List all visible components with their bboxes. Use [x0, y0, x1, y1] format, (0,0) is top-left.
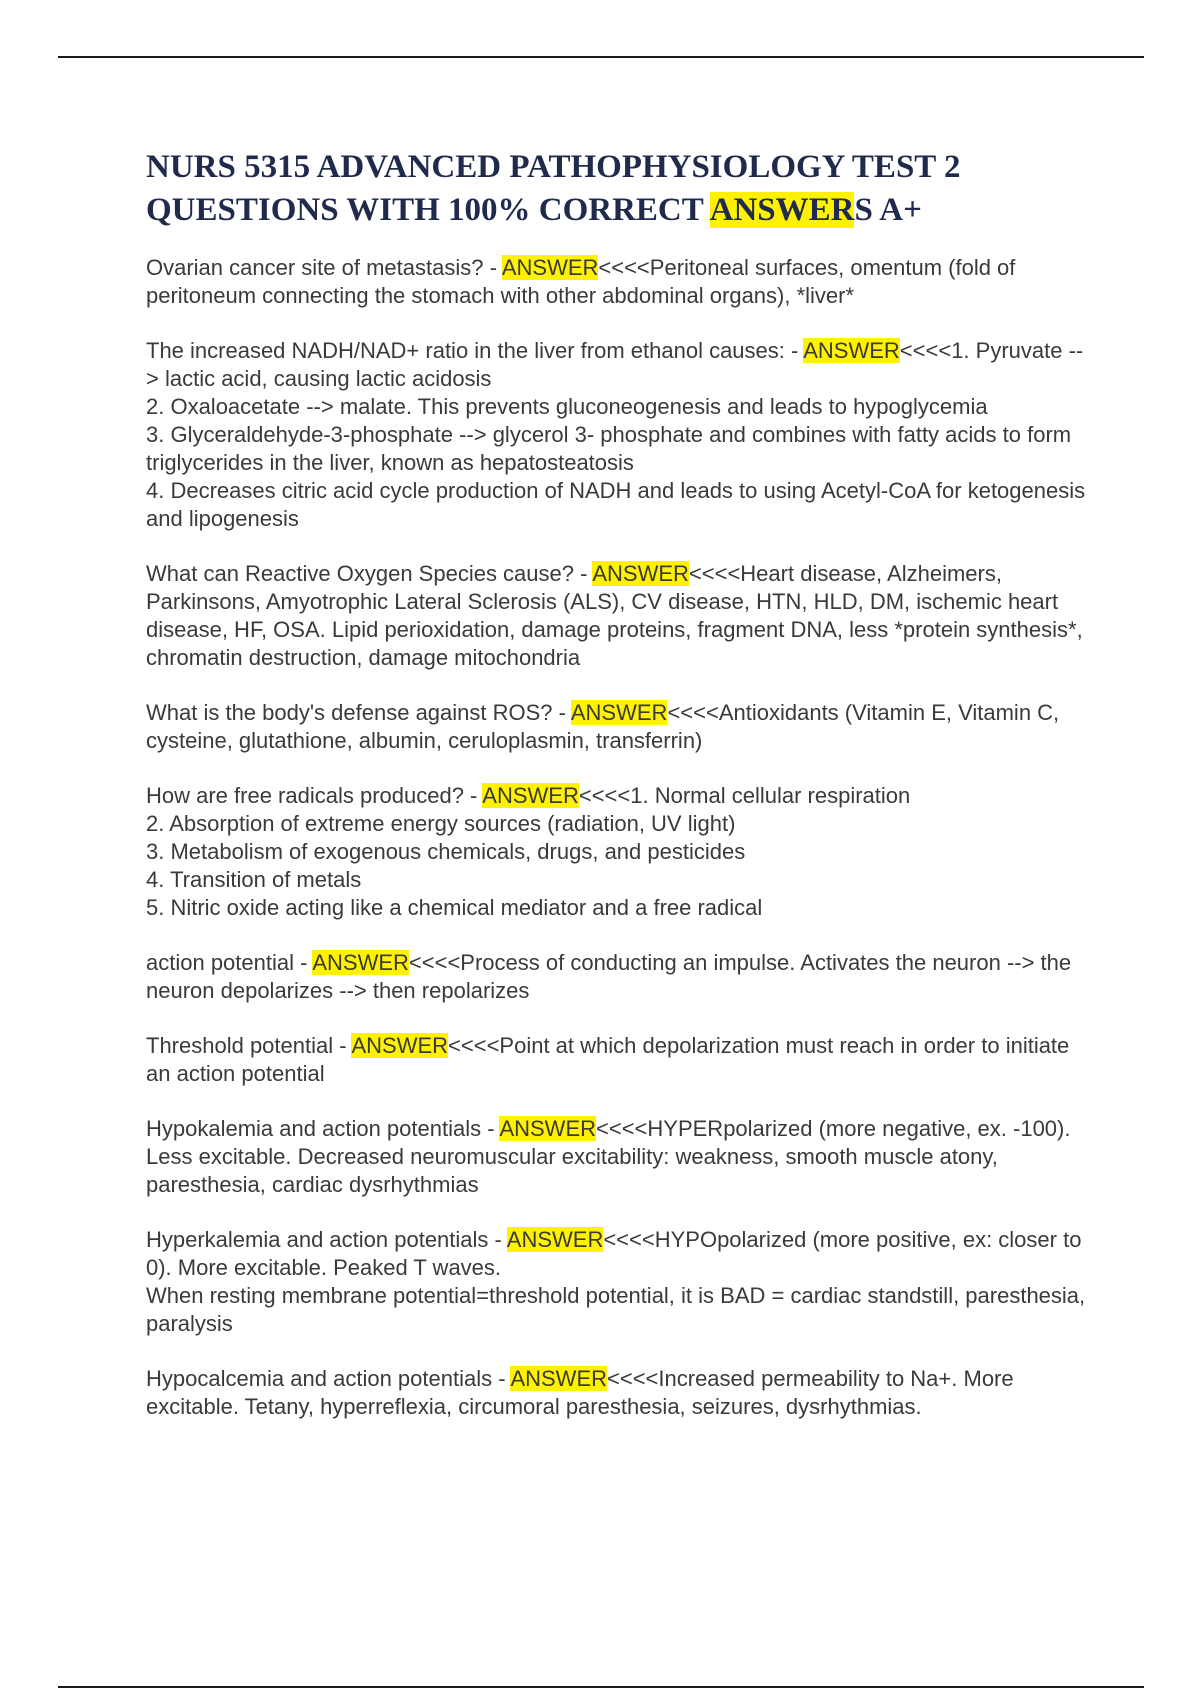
qa-answer-line — [146, 838, 1096, 866]
qa-item — [146, 1365, 1096, 1421]
qa-answer-line — [146, 393, 1096, 421]
answer-keyword-highlight: ANSWER — [592, 561, 689, 586]
top-rule — [58, 56, 1144, 58]
title-line-2-end: S A+ — [854, 192, 922, 228]
qa-first-line — [146, 1115, 1096, 1199]
qa-answer-text: <<<<Antioxidants (Vitamin E, Vitamin C, cysteine, glutathione, albumin, ceruloplasmin, transferrin) — [146, 700, 1060, 753]
qa-first-line — [146, 782, 1096, 810]
bottom-rule — [58, 1686, 1144, 1688]
answer-keyword-highlight: ANSWER — [499, 1116, 596, 1141]
qa-question: Threshold potential - — [146, 1033, 352, 1058]
answer-keyword-highlight: ANSWER — [312, 950, 409, 975]
document-body — [146, 146, 1096, 1448]
qa-answer-text: 2. Oxaloacetate --> malate. This prevents gluconeogenesis and leads to hypoglycemia — [146, 394, 988, 419]
qa-answer-text: <<<<Point at which depolarization must reach in order to initiate an action potential — [146, 1033, 1070, 1086]
qa-answer-line — [146, 477, 1096, 533]
qa-question: The increased NADH/NAD+ ratio in the liver from ethanol causes: - — [146, 338, 804, 363]
qa-item — [146, 699, 1096, 755]
title-line-2-start: QUESTIONS WITH 100% CORRECT — [146, 192, 710, 228]
qa-answer-line — [146, 866, 1096, 894]
qa-answer-text: <<<<Heart disease, Alzheimers, Parkinsons, Amyotrophic Lateral Sclerosis (ALS), CV disease, HTN, HLD, DM, ischemic heart disease, HF, OSA. Lipid perioxidation, damage proteins, fragment DNA, less *protein synthesis*, chromatin destruction, damage mitochondria — [146, 561, 1083, 670]
qa-answer-text: 2. Absorption of extreme energy sources (radiation, UV light) — [146, 811, 736, 836]
qa-item — [146, 1115, 1096, 1199]
answer-keyword-highlight: ANSWER — [351, 1033, 449, 1058]
answer-keyword-highlight: ANSWER — [506, 1227, 604, 1252]
qa-answer-line — [146, 894, 1096, 922]
qa-answer-text: 4. Decreases citric acid cycle production of NADH and leads to using Acetyl-CoA for ketogenesis and lipogenesis — [146, 478, 1086, 531]
qa-answer-text: <<<<HYPOpolarized (more positive, ex: closer to 0). More excitable. Peaked T waves. — [146, 1227, 1082, 1280]
qa-answer-line — [146, 810, 1096, 838]
document-title — [146, 146, 1096, 232]
qa-first-line — [146, 1365, 1096, 1421]
qa-answer-line — [146, 1282, 1096, 1338]
qa-answer-text: When resting membrane potential=threshold potential, it is BAD = cardiac standstill, paresthesia, paralysis — [146, 1283, 1086, 1336]
qa-first-line — [146, 1226, 1096, 1282]
qa-answer-text: <<<<Increased permeability to Na+. More excitable. Tetany, hyperreflexia, circumoral paresthesia, seizures, dysrhythmias. — [146, 1366, 1014, 1419]
answer-keyword-highlight: ANSWER — [803, 338, 900, 363]
qa-question: What is the body's defense against ROS? - — [146, 700, 571, 725]
title-line-1: NURS 5315 ADVANCED PATHOPHYSIOLOGY TEST 2 — [146, 149, 961, 185]
qa-answer-text: 4. Transition of metals — [146, 867, 362, 892]
qa-answer-text: <<<<Peritoneal surfaces, omentum (fold of peritoneum connecting the stomach with other abdominal organs), *liver* — [146, 255, 1016, 308]
qa-answer-line — [146, 421, 1096, 477]
qa-first-line — [146, 1032, 1096, 1088]
qa-item — [146, 1226, 1096, 1338]
qa-question: What can Reactive Oxygen Species cause? - — [146, 561, 593, 586]
qa-answer-text: 3. Metabolism of exogenous chemicals, drugs, and pesticides — [146, 839, 746, 864]
qa-first-line — [146, 560, 1096, 672]
qa-answer-text: 3. Glyceraldehyde-3-phosphate --> glycerol 3- phosphate and combines with fatty acids to form triglycerides in the liver, known as hepatosteatosis — [146, 422, 1072, 475]
qa-item — [146, 560, 1096, 672]
answer-keyword-highlight: ANSWER — [482, 783, 579, 808]
answer-keyword-highlight: ANSWER — [510, 1366, 607, 1391]
answer-keyword-highlight: ANSWER — [501, 255, 599, 280]
qa-item — [146, 1032, 1096, 1088]
qa-first-line — [146, 337, 1096, 393]
title-highlight: ANSWER — [709, 192, 855, 228]
qa-list — [146, 254, 1096, 1421]
qa-item — [146, 337, 1096, 533]
qa-question: Hypocalcemia and action potentials - — [146, 1366, 511, 1391]
qa-item — [146, 949, 1096, 1005]
qa-answer-text: <<<<Process of conducting an impulse. Activates the neuron --> the neuron depolarizes --> then repolarizes — [146, 950, 1072, 1003]
qa-answer-text: 5. Nitric oxide acting like a chemical mediator and a free radical — [146, 895, 763, 920]
answer-keyword-highlight: ANSWER — [570, 700, 668, 725]
qa-answer-text: <<<<HYPERpolarized (more negative, ex. -100). Less excitable. Decreased neuromuscular excitability: weakness, smooth muscle atony, paresthesia, cardiac dysrhythmias — [146, 1116, 1071, 1197]
qa-question: action potential - — [146, 950, 313, 975]
qa-item — [146, 254, 1096, 310]
qa-answer-text: <<<<1. Normal cellular respiration — [578, 783, 911, 808]
qa-question: Hypokalemia and action potentials - — [146, 1116, 500, 1141]
qa-first-line — [146, 949, 1096, 1005]
qa-first-line — [146, 254, 1096, 310]
qa-question: How are free radicals produced? - — [146, 783, 483, 808]
qa-question: Ovarian cancer site of metastasis? - — [146, 255, 502, 280]
qa-item — [146, 782, 1096, 922]
qa-first-line — [146, 699, 1096, 755]
qa-question: Hyperkalemia and action potentials - — [146, 1227, 507, 1252]
qa-answer-text: <<<<1. Pyruvate --> lactic acid, causing lactic acidosis — [146, 338, 1084, 391]
